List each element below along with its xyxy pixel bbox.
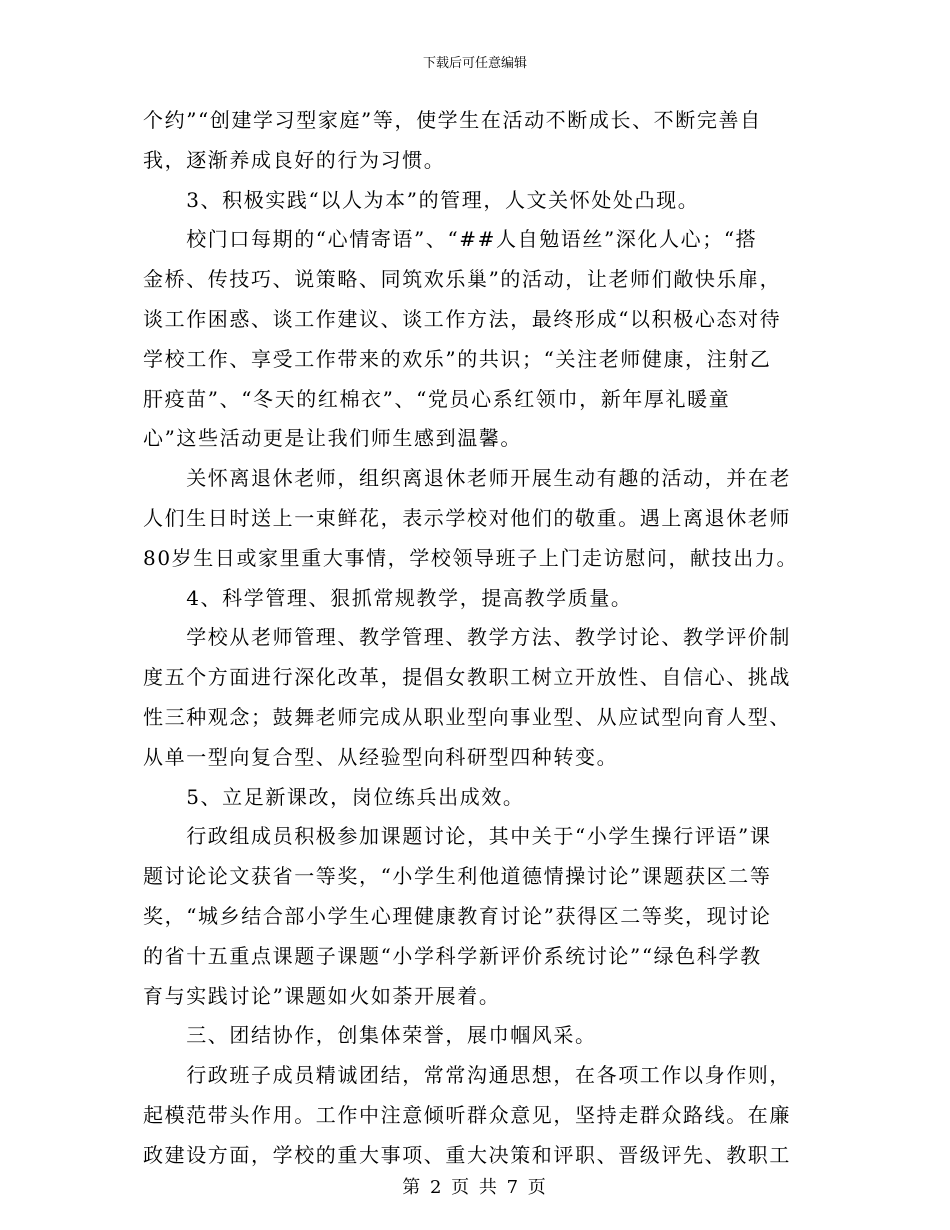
text-line: 4、科学管理、狠抓常规教学，提高教学质量。: [143, 585, 633, 610]
text-line: 80岁生日或家里重大事情，学校领导班子上门走访慰问，献技出力。: [143, 545, 799, 570]
text-line: 3、积极实践“以人为本”的管理，人文关怀处处凸现。: [143, 187, 700, 212]
text-line: 校门口每期的“心情寄语”、“##人自勉语丝”深化人心；“搭: [143, 227, 758, 252]
document-body: [143, 101, 799, 1176]
text-line: 人们生日时送上一束鲜花，表示学校对他们的敬重。遇上离退休老师: [143, 505, 791, 530]
text-line: 金桥、传技巧、说策略、同筑欢乐巢”的活动，让老师们敞快乐扉，: [143, 267, 782, 292]
text-line: 学校从老师管理、教学管理、教学方法、教学讨论、教学评价制: [143, 625, 791, 650]
text-line: 心”这些活动更是让我们师生感到温馨。: [143, 426, 523, 451]
text-line: 谈工作困惑、谈工作建议、谈工作方法，最终形成“以积极心态对待: [143, 306, 782, 331]
text-line: 学校工作、享受工作带来的欢乐”的共识；“关注老师健康，注射乙: [143, 346, 772, 371]
text-line: 奖，“城乡结合部小学生心理健康教育讨论”获得区二等奖，现讨论: [143, 903, 772, 928]
text-line: 起模范带头作用。工作中注意倾听群众意见，坚持走群众路线。在廉: [143, 1102, 791, 1127]
text-line: 关怀离退休老师，组织离退休老师开展生动有趣的活动，并在老: [143, 466, 791, 491]
text-line: 三、团结协作，创集体荣誉，展巾帼风采。: [143, 1023, 597, 1048]
text-line: 从单一型向复合型、从经验型向科研型四种转变。: [143, 744, 619, 769]
text-line: 政建设方面，学校的重大事项、重大决策和评职、晋级评先、教职工: [143, 1142, 791, 1167]
text-line: 度五个方面进行深化改革，提倡女教职工树立开放性、自信心、挑战: [143, 665, 791, 690]
page-number-footer: 第 2 页 共 7 页: [402, 1177, 548, 1198]
text-line: 肝疫苗”、“冬天的红棉衣”、“党员心系红领巾，新年厚礼暖童: [143, 386, 731, 411]
text-line: 5、立足新课改，岗位练兵出成效。: [143, 784, 525, 809]
text-line: 我，逐渐养成良好的行为习惯。: [143, 147, 446, 172]
text-line: 题讨论论文获省一等奖，“小学生利他道德情操讨论”课题获区二等: [143, 864, 772, 889]
text-line: 的省十五重点课题子课题“小学科学新评价系统讨论”“绿色科学教: [143, 943, 762, 968]
text-line: 行政组成员积极参加课题讨论，其中关于“小学生操行评语”课: [143, 824, 772, 849]
text-line: 个约”“创建学习型家庭”等，使学生在活动不断成长、不断完善自: [143, 108, 762, 132]
page-header: 下载后可任意编辑: [422, 56, 527, 71]
text-line: 行政班子成员精诚团结，常常沟通思想，在各项工作以身作则，: [143, 1063, 791, 1088]
text-line: 性三种观念；鼓舞老师完成从职业型向事业型、从应试型向育人型、: [143, 704, 791, 729]
text-line: 育与实践讨论”课题如火如荼开展着。: [143, 983, 501, 1008]
